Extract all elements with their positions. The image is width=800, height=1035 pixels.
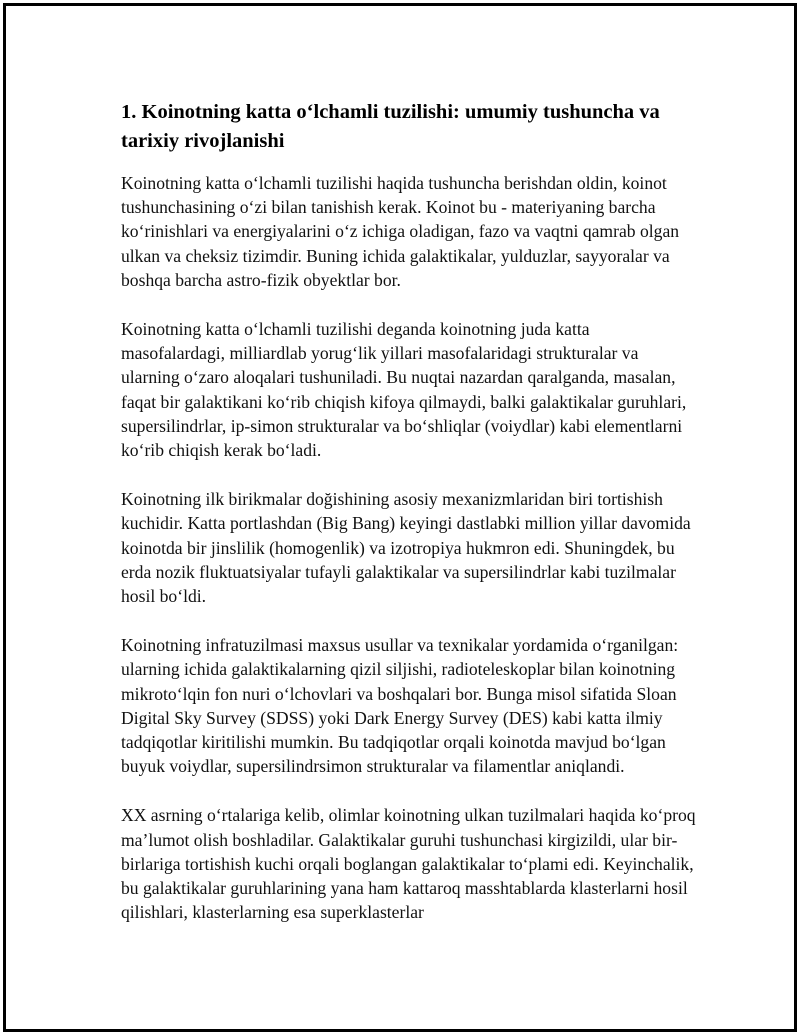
page-frame bbox=[3, 3, 797, 1032]
paragraph-3: Koinotning ilk birikmalar doğishining asosiy mexanizmlaridan biri tortishish kuchidir. Katta portlashdan (Big Bang) keyingi dastlabki million yillar davomida koinotda bir jinslilik (homogenlik) va izotropiya hukmron edi. Shuningdek, bu erda nozik fluktuatsiyalar tufayli galaktikalar va supersilindrlar kabi tuzilmalar hosil boʻldi. bbox=[121, 489, 691, 607]
paragraph-4: Koinotning infratuzilmasi maxsus usullar va texnikalar yordamida oʻrganilgan: ularning ichida galaktikalarning qizil siljishi, radioteleskoplar bilan koinotning mikrotoʻlqin fon nuri oʻlchovlari va boshqalari bor. Bunga misol sifatida Sloan Digital Sky Survey (SDSS) yoki Dark Energy Survey (DES) kabi katta ilmiy tadqiqotlar kiritilishi mumkin. Bu tadqiqotlar orqali koinotda mavjud boʻlgan buyuk voiydlar, supersilindrsimon strukturalar va filamentlar aniqlandi. bbox=[121, 635, 679, 777]
section-heading: 1. Koinotning katta oʻlchamli tuzilishi: umumiy tushuncha va tarixiy rivojlanishi bbox=[121, 101, 660, 152]
paragraph-2: Koinotning katta oʻlchamli tuzilishi deganda koinotning juda katta masofalardagi, milliardlab yorugʻlik yillari masofalaridagi strukturalar va ularning oʻzaro aloqalari tushuniladi. Bu nuqtai nazardan qaralganda, masalan, faqat bir galaktikani koʻrib chiqish kifoya qilmaydi, balki galaktikalar guruhlari, supersilindrlar, ip-simon strukturalar va boʻshliqlar (voiydlar) kabi elementlarni koʻrib chiqish kerak boʻladi. bbox=[121, 319, 687, 461]
paragraph-1: Koinotning katta oʻlchamli tuzilishi haqida tushuncha berishdan oldin, koinot tushunchasining oʻzi bilan tanishish kerak. Koinot bu - materiyaning barcha koʻrinishlari va energiyalarini oʻz ichiga oladigan, fazo va vaqtni qamrab olgan ulkan va cheksiz tizimdir. Buning ichida galaktikalar, yulduzlar, sayyoralar va boshqa barcha astro-fizik obyektlar bor. bbox=[121, 173, 680, 290]
document-body bbox=[121, 98, 696, 949]
paragraph-5: XX asrning oʻrtalariga kelib, olimlar koinotning ulkan tuzilmalari haqida koʻproq maʼlumot olish boshladilar. Galaktikalar guruhi tushunchasi kirgizildi, ular bir-birlariga tortishish kuchi orqali boglangan galaktikalar toʻplami edi. Keyinchalik, bu galaktikalar guruhlarining yana ham kattaroq masshtablarda klasterlarni hosil qilishlari, klasterlarning esa superklasterlar bbox=[121, 805, 696, 923]
